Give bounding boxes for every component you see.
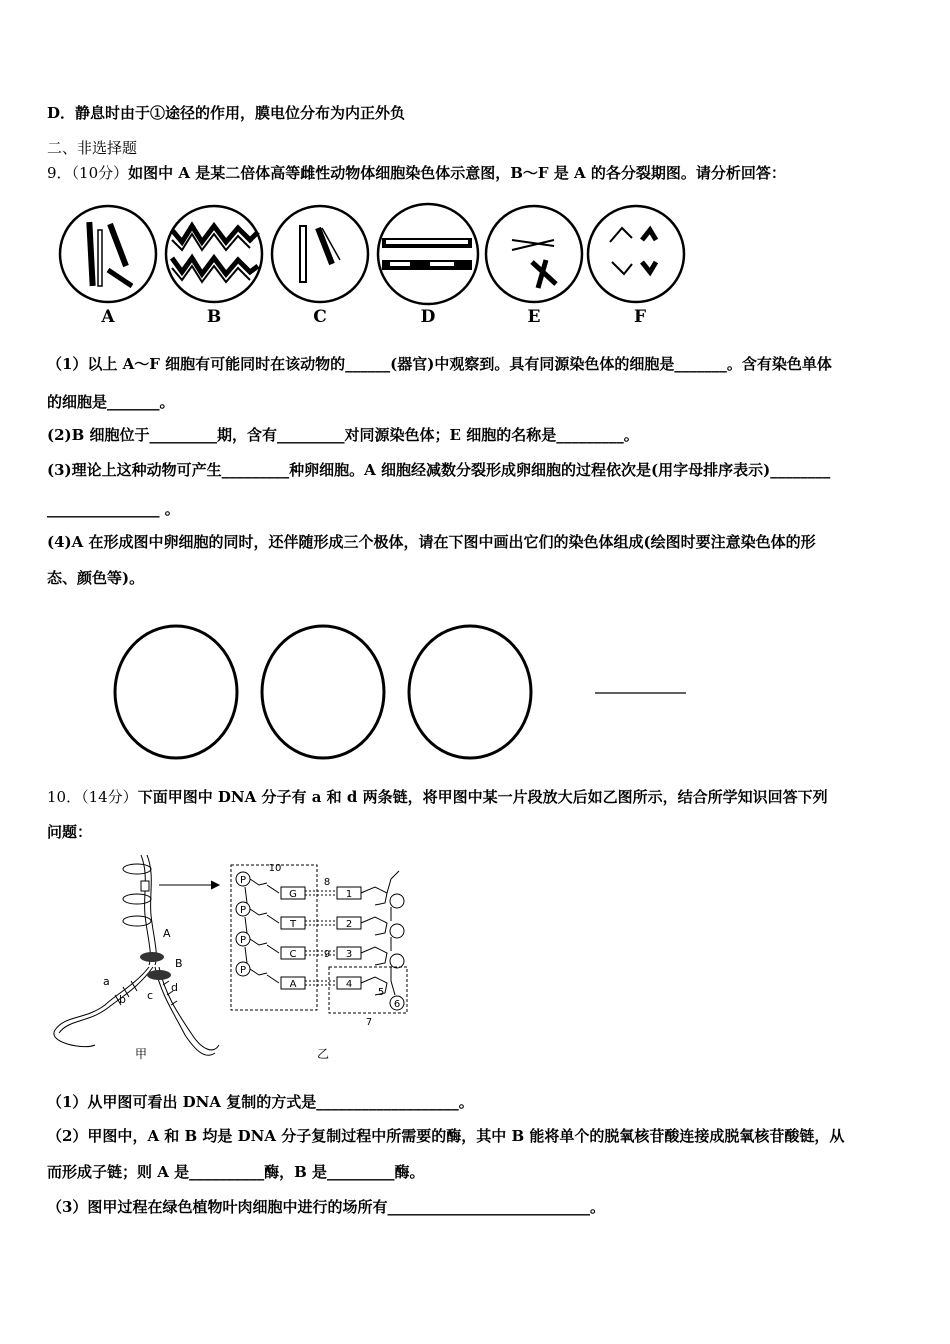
figure-10-dna: [45, 855, 425, 1065]
jia-strand-a: a: [103, 975, 110, 988]
base-left-4: A: [289, 979, 297, 990]
jia-strand-d: d: [171, 981, 178, 994]
cell-c: [272, 206, 368, 302]
label-b: B: [206, 307, 222, 327]
q10-number: 10．（14分）: [47, 788, 138, 806]
base-right-1: 1: [345, 889, 353, 900]
yi-label-6: 6: [393, 999, 401, 1010]
jia-label-b-enzyme: B: [175, 957, 183, 970]
jia-strand-c: c: [147, 989, 154, 1002]
yi-label-8: 8: [323, 877, 331, 888]
option-d: D．静息时由于①途径的作用，膜电位分布为内正外负: [47, 104, 406, 122]
q9-number: 9．（10分）: [47, 164, 129, 182]
jia-strand-b: b: [119, 993, 126, 1006]
cell-f: [588, 206, 684, 302]
label-e: E: [527, 307, 541, 327]
label-a: A: [101, 307, 115, 327]
cell-b: [166, 206, 262, 302]
blank-circle-2: [262, 626, 384, 758]
q10-text: 下面甲图中 DNA 分子有 a 和 d 两条链，将甲图中某一片段放大后如乙图所示，结合所学知识回答下列: [137, 788, 828, 806]
figure-9-cells: [50, 200, 690, 330]
yi-phosphates: [236, 872, 250, 976]
phosphate-3: P: [239, 935, 247, 946]
q10-stem: [47, 787, 828, 807]
blank-circle-3: [409, 626, 531, 758]
q9-part4-line1: (4)A 在形成图中卵细胞的同时，还伴随形成三个极体，请在下图中画出它们的染色体组成(绘图时要注意染色体的形: [47, 533, 816, 551]
jia-caption: 甲: [135, 1047, 148, 1061]
q9-text: 如图中 A 是某二倍体高等雌性动物体细胞染色体示意图，B～F 是 A 的各分裂期图。请分析回答：: [128, 164, 786, 182]
base-right-3: 3: [345, 949, 353, 960]
cell-d: [378, 204, 478, 304]
enzyme-b-shape: [147, 970, 171, 980]
cell-a: [60, 206, 156, 302]
yi-label-9: 9: [323, 949, 331, 960]
yi-label-10: 10: [268, 863, 282, 874]
q10-stem-line2: 问题：: [47, 823, 93, 841]
q10-part2-line1: （2）甲图中，A 和 B 均是 DNA 分子复制过程中所需要的酶，其中 B 能将单个的脱氧核苷酸连接成脱氧核苷酸链，从: [47, 1127, 845, 1145]
section-heading: 二、非选择题: [47, 139, 138, 157]
q9-stem: [47, 163, 786, 183]
polar-body-drawing-area: [100, 615, 700, 765]
base-left-1: G: [289, 889, 297, 900]
base-right-4: 4: [345, 979, 353, 990]
base-right-2: 2: [345, 919, 353, 930]
cell-e: [486, 206, 582, 302]
q9-part4-line2: 态、颜色等)。: [47, 569, 145, 587]
q9-part2: (2)B 细胞位于_________期，含有_________对同源染色体；E 细胞的名称是_________。: [47, 426, 639, 444]
q9-part3-line2: _______________ 。: [47, 500, 180, 518]
phosphate-4: P: [239, 965, 247, 976]
jia-replication-fork: [54, 855, 219, 1055]
q9-part3-line1: (3)理论上这种动物可产生_________种卵细胞。A 细胞经减数分裂形成卵细胞的过程依次是(用字母排序表示)________: [47, 461, 831, 479]
enzyme-a-shape: [140, 952, 164, 962]
yi-label-7: 7: [365, 1017, 373, 1028]
q10-part1: （1）从甲图可看出 DNA 复制的方式是___________________。: [47, 1093, 474, 1111]
base-left-2: T: [289, 919, 297, 930]
yi-label-5: 5: [377, 987, 385, 998]
jia-label-a-enzyme: A: [163, 927, 171, 940]
phosphate-1: P: [239, 875, 247, 886]
q10-part3: （3）图甲过程在绿色植物叶肉细胞中进行的场所有___________________________。: [47, 1198, 605, 1216]
yi-caption: 乙: [317, 1047, 330, 1061]
q10-part2-line2: 而形成子链；则 A 是__________酶，B 是_________酶。: [47, 1163, 425, 1181]
label-c: C: [313, 307, 327, 327]
base-left-3: C: [289, 949, 297, 960]
label-d: D: [420, 307, 436, 327]
q9-part1-line1: （1）以上 A～F 细胞有可能同时在该动物的______(器官)中观察到。具有同源染色体的细胞是_______。含有染色单体: [47, 355, 832, 373]
blank-circle-1: [115, 626, 237, 758]
phosphate-2: P: [239, 905, 247, 916]
q9-part1-line2: 的细胞是_______。: [47, 393, 175, 411]
label-f: F: [633, 307, 647, 327]
